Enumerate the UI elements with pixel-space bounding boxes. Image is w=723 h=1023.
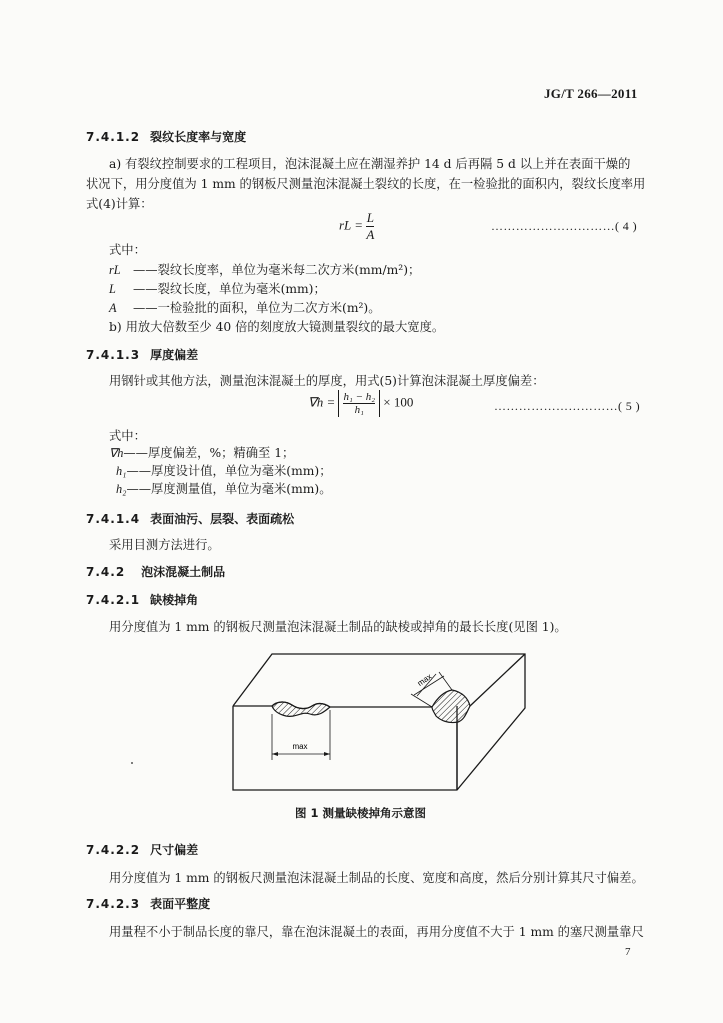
corner-max-label: max [415,671,434,688]
paragraph-a-line-1: a) 有裂纹控制要求的工程项目，泡沫混凝土应在潮湿养护 14 d 后再隔 5 d 以上并在表面干燥的 [109,157,631,171]
section-heading-7-4-2-1: 7.4.2.1 缺棱掉角 [86,593,199,607]
figure-1-caption: 图 1 测量缺棱掉角示意图 [295,806,427,820]
corner-defect-paragraph: 用分度值为 1 mm 的钢板尺测量泡沫混凝土制品的缺棱或掉角的最长长度(见图 1)。 [109,620,567,634]
section-heading-7-4-2-2: 7.4.2.2 尺寸偏差 [86,843,199,857]
front-max-label: max [292,742,308,751]
where-label: 式中： [109,243,146,257]
standard-number: JG/T 266—2011 [544,86,638,101]
top-front-edge [233,702,432,709]
absolute-value-bars [338,390,380,417]
section-heading-7-4-1-4: 7.4.1.4 表面油污、层裂、表面疏松 [86,512,295,526]
definition-rL: rL ——裂纹长度率，单位为毫米每二次方米(mm/m²)； [109,263,421,277]
section-heading-7-4-2: 7.4.2 泡沫混凝土制品 [86,565,226,579]
stray-dot [131,762,133,764]
definition-h1: h₁——厚度设计值，单位为毫米(mm)； [116,464,332,478]
definition-delta-h: ∇h——厚度偏差，%；精确至 1； [109,446,295,460]
flatness-paragraph: 用量程不小于制品长度的靠尺，靠在泡沫混凝土的表面，再用分度值不大于 1 mm 的塞尺测量靠尺 [109,925,644,939]
formula-4-number: …………………………( 4 ) [491,219,637,233]
formula-5-fraction: $\frac{\text{h₁ − h₂}}{\text{h₁}}$ [343,391,376,416]
front-edge-defect [272,702,330,716]
section-heading-7-4-1-3: 7.4.1.3 厚度偏差 [86,348,199,362]
formula-5: ∇h = $\frac{\text{h₁ − h₂}}{\text{h₁}}$ × 100 [308,391,414,416]
formula-5-number: …………………………( 5 ) [494,399,640,413]
paragraph-a-line-3: 式(4)计算： [86,197,153,211]
thickness-paragraph: 用钢针或其他方法，测量泡沫混凝土的厚度，用式(5)计算泡沫混凝土厚度偏差： [109,374,545,388]
corner-defect [432,690,470,723]
figure-1-block-diagram [200,650,530,800]
section-heading-7-4-1-2: 7.4.1.2 裂纹长度率与宽度 [86,130,247,144]
right-top-edge [470,654,525,706]
page-number: 7 [625,946,631,958]
section-heading-7-4-2-3: 7.4.2.3 表面平整度 [86,897,211,911]
definition-L: L ——裂纹长度，单位为毫米(mm)； [109,282,326,296]
formula-4-fraction: $\frac{L}{A}$ [366,210,375,242]
definition-h2: h₂——厚度测量值，单位为毫米(mm)。 [116,482,332,496]
formula-4: rL = $\frac{L}{A}$ [339,210,375,242]
definition-A: A ——一检验批的面积，单位为二次方米(m²)。 [109,301,381,315]
paragraph-b: b) 用放大倍数至少 40 倍的刻度放大镜测量裂纹的最大宽度。 [109,320,445,334]
visual-inspection-paragraph: 采用目测方法进行。 [109,538,220,552]
where-label-2: 式中： [109,429,146,443]
dimension-deviation-paragraph: 用分度值为 1 mm 的钢板尺测量泡沫混凝土制品的长度、宽度和高度，然后分别计算其尺寸偏差。 [109,871,644,885]
paragraph-a-line-2: 状况下，用分度值为 1 mm 的钢板尺测量泡沫混凝土裂纹的长度，在一检验批的面积内，裂纹长度率用 [86,177,646,191]
